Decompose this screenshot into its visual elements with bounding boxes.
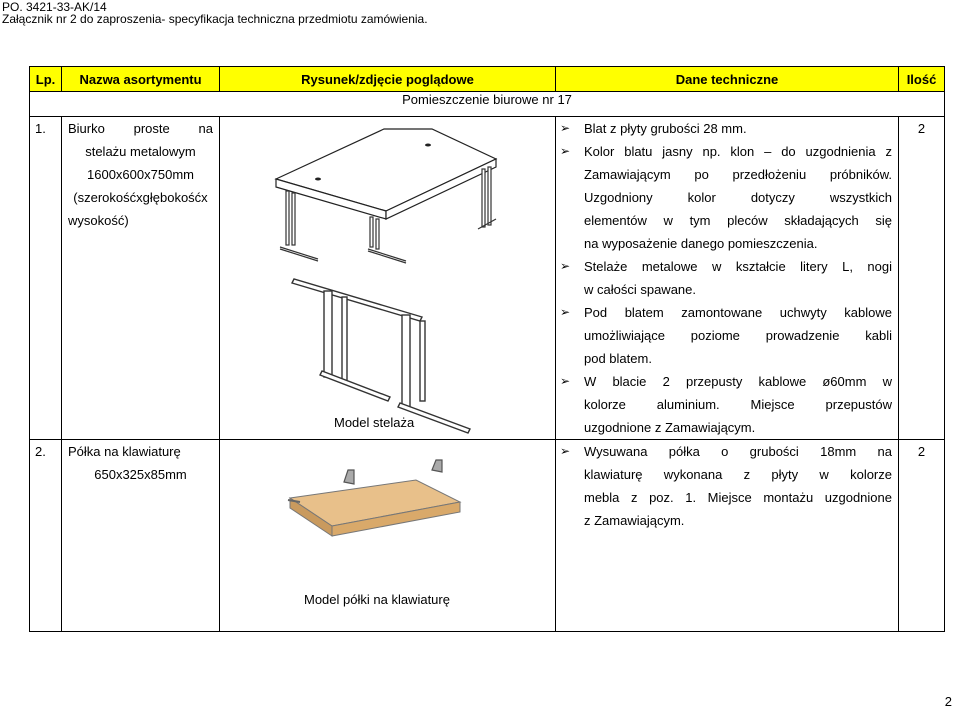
- table-row: [30, 440, 945, 632]
- picture-cell: [220, 440, 556, 632]
- table-header-row: [30, 67, 945, 92]
- col-header-picture: Rysunek/zdjęcie poglądowe: [220, 67, 556, 92]
- table-row: [30, 117, 945, 440]
- col-header-name: Nazwa asortymentu: [62, 67, 220, 92]
- arrow-bullet-icon: ➢: [560, 144, 571, 158]
- arrow-bullet-icon: ➢: [560, 305, 571, 319]
- list-item: ➢ Kolor blatu jasny np. klon – do uzgodnienia z Zamawiającym po przedłożeniu próbników. Uzgodniony kolor dotyczy wszystkich elementów w tym pleców składających się na wyposażenie danego pomieszczenia.: [560, 140, 892, 255]
- tech-list: [556, 440, 898, 532]
- row-lp: 1.: [30, 117, 62, 440]
- arrow-bullet-icon: ➢: [560, 259, 571, 273]
- row-lp: 2.: [30, 440, 62, 632]
- list-item: ➢ Stelaże metalowe w kształcie litery L, nogi w całości spawane.: [560, 255, 892, 301]
- name-line: (szerokośćxgłębokośćx: [73, 190, 208, 205]
- name-line: 650x325x85mm: [94, 467, 187, 482]
- name-line: stelażu metalowym: [85, 144, 196, 159]
- tech-list: [556, 117, 898, 439]
- row-name: [62, 117, 220, 440]
- tech-cell: [556, 117, 899, 440]
- row-qty: 2: [899, 440, 945, 632]
- frame-caption: Model stelaża: [334, 415, 415, 430]
- name-line: 1600x600x750mm: [87, 167, 194, 182]
- page-number: 2: [944, 694, 952, 709]
- picture-cell: [220, 117, 556, 440]
- col-header-lp: Lp.: [30, 67, 62, 92]
- shelf-caption: Model półki na klawiaturę: [304, 592, 450, 607]
- row-name: [62, 440, 220, 632]
- name-line: wysokość): [68, 213, 129, 228]
- section-row: [30, 92, 945, 117]
- section-title: Pomieszczenie biurowe nr 17: [30, 92, 945, 117]
- list-item: ➢ W blacie 2 przepusty kablowe ø60mm w kolorze aluminium. Miejsce przepustów uzgodnione z Zamawiającym.: [560, 370, 892, 439]
- list-item: ➢ Blat z płyty grubości 28 mm.: [560, 117, 892, 140]
- specification-table: [29, 66, 945, 632]
- document-id: PO. 3421-33-AK/14: [2, 0, 107, 14]
- name-line: Biurko proste na: [68, 121, 213, 136]
- list-item: ➢ Wysuwana półka o grubości 18mm na klawiaturę wykonana z płyty w kolorze mebla z poz. 1. Miejsce montażu uzgodnione z Zamawiającym.: [560, 440, 892, 532]
- row-qty: 2: [899, 117, 945, 440]
- col-header-tech: Dane techniczne: [556, 67, 899, 92]
- col-header-qty: Ilość: [899, 67, 945, 92]
- list-item: ➢ Pod blatem zamontowane uchwyty kablowe umożliwiające poziome prowadzenie kabli pod blatem.: [560, 301, 892, 370]
- name-line: Półka na klawiaturę: [68, 444, 181, 459]
- arrow-bullet-icon: ➢: [560, 121, 571, 135]
- arrow-bullet-icon: ➢: [560, 374, 571, 388]
- tech-cell: [556, 440, 899, 632]
- arrow-bullet-icon: ➢: [560, 444, 571, 458]
- document-subtitle: Załącznik nr 2 do zaproszenia- specyfikacja techniczna przedmiotu zamówienia.: [2, 12, 428, 26]
- desk-illustration: [220, 117, 556, 439]
